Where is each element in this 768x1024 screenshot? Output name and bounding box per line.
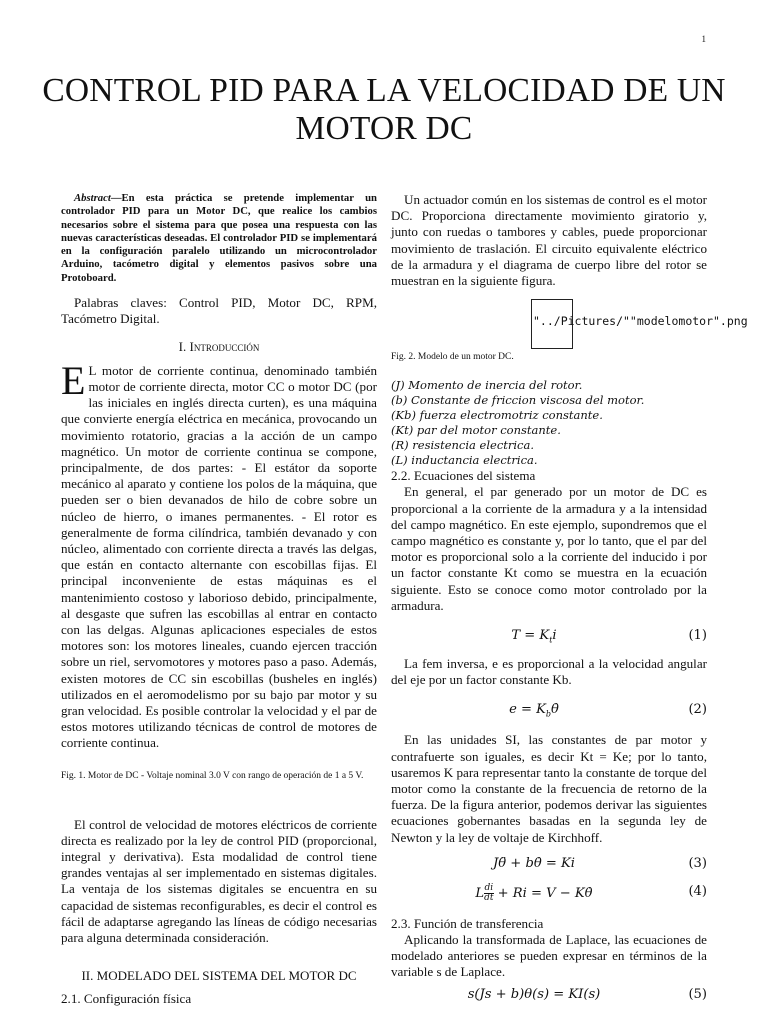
eq4-lhs: L: [475, 885, 485, 901]
equation-3: [391, 856, 707, 878]
fraction: [484, 884, 493, 903]
paragraph-si: En las unidades SI, las constantes de par motor y contrafuerte son iguales, es decir Kt = Ke; por lo tanto, usaremos K para representar tanto la constante de torque del motor como la constante de la frecuencia de retorno de la fuerza. De la figura anterior, podemos derivar las siguientes ecuaciones gobernantes basadas en la segunda ley de Newton y la ley de voltaje de Kirchhoff.: [391, 732, 707, 845]
list-item: (Kb) fuerza electromotriz constante.: [391, 408, 603, 423]
section-number: II.: [81, 968, 94, 984]
parameter-list: [391, 378, 707, 468]
paragraph-2-3: Aplicando la transformada de Laplace, las ecuaciones de modelado anteriores se pueden expresar en términos de la variable s de Laplace.: [391, 932, 707, 980]
paragraph-2-2: En general, el par generado por un motor de DC es proporcional a la corriente de la armadura y a la intensidad del campo magnético. En este ejemplo, supondremos que el campo magnético es constante y, por lo tanto, que el par del motor es proporcional solo a la corriente del inducido i por un factor constante Kt como se muestra en la ecuación siguiente. Esto se conoce como motor controlado por la armadura.: [391, 484, 707, 613]
right-column: [391, 192, 748, 1015]
equation-expr: Jθ̈ + bθ̇ = Ki: [493, 855, 575, 871]
keywords: Palabras claves: Control PID, Motor DC, RPM, Tacómetro Digital.: [61, 295, 377, 327]
section-title: MODELADO DEL SISTEMA DEL MOTOR DC: [96, 968, 357, 984]
control-paragraph: El control de velocidad de motores eléctricos de corriente directa es realizado por la ley de control PID (proporcional, integral y derivativa). Esta modalidad de control tiene grandes ventajas al ser implementado en sistemas digitales. La ventaja de los sistemas digitales se encuentra en su capacidad de sistemas reconfigurables, es decir el control es fácil de adaptarse agregando las líneas de código necesarias para alguna determinada consideración.: [61, 816, 377, 945]
page-number: 1: [701, 34, 706, 44]
subsection-2-2: 2.2. Ecuaciones del sistema: [391, 468, 536, 484]
section-number: I.: [178, 339, 187, 355]
intro-text: L motor de corriente continua, denominado también motor de corriente directa, motor CC o motor DC (por las iniciales en inglés directa curten), es una máquina que convierte energía eléctrica en mecánica, provocando un movimiento rotatorio, gracias a la acción de un campo magnético. Un motor de corriente continua se compone, principalmente, de dos partes: - El estátor da soporte mecánico al aparato y contiene los polos de la máquina, que pueden ser o bien devanados de hilo de cobre sobre un núcleo de hierro, o imanes permanentes. - El rotor es generalmente de forma cilíndrica, también devanado y con núcleo, alimentado con corriente directa a través las delgas, que están en contacto alternante con escobillas fijas. El principal inconveniente de estas máquinas es el mantenimiento costoso y laborioso debido, principalmente, al desgaste que sufren las escobillas al entrar en contacto con las delgas. Algunas aplicaciones especiales de estos motores son: los motores lineales, cuando ejercen tracción sobre un riel, servomotores y motores paso a paso. Además, existen motores de CC sin escobillas (busheles en inglés) utilizados en el aeromodelismo por su bajo par motor y su gran velocidad. Es posible controlar la velocidad y el par de estos motores utilizando técnicas de control de motores de corriente continua.: [61, 362, 377, 751]
list-item: (Kt) par del motor constante.: [391, 423, 561, 438]
abstract-label: Abstract: [74, 192, 111, 204]
right-intro-paragraph: Un actuador común en los sistemas de control es el motor DC. Proporciona directamente movimiento giratorio y, junto con ruedas o tambores y cables, puede proporcionar movimiento de traslación. El circuito equivalente eléctrico de la armadura y el diagrama de cuerpo libre del rotor se muestran en la siguiente figura.: [391, 192, 707, 289]
equation-5: [391, 987, 707, 1009]
figure-2: [391, 289, 748, 351]
equation-number: (2): [688, 702, 707, 718]
fig2-caption: Fig. 2. Modelo de un motor DC.: [391, 352, 514, 363]
list-item: (J) Momento de inercia del rotor.: [391, 378, 583, 393]
list-item: (b) Constante de friccion viscosa del motor.: [391, 393, 645, 408]
paragraph-fem: La fem inversa, e es proporcional a la velocidad angular del eje por un factor constante Kb.: [391, 656, 707, 688]
fraction-denominator: dt: [484, 892, 494, 903]
equation-expr: [391, 884, 677, 903]
equation-number: (4): [688, 883, 707, 899]
figure-missing-path: "../Pictures/""modelomotor".png: [533, 314, 748, 329]
equation-number: (1): [688, 628, 707, 644]
fraction-numerator: di: [484, 882, 494, 893]
equation-2: [391, 702, 707, 724]
equation-expr: $T = K_ti$: [511, 628, 557, 645]
drop-cap: E: [61, 357, 86, 403]
fig1-caption: Fig. 1. Motor de DC - Voltaje nominal 3.0 V con rango de operación de 1 a 5 V.: [61, 770, 364, 781]
equation-number: (3): [688, 855, 707, 871]
subsection-2-3: 2.3. Función de transferencia: [391, 915, 544, 931]
equation-expr: $e = K_b\thetȧ$: [509, 702, 559, 720]
intro-paragraph: [61, 357, 377, 752]
equation-4: [391, 884, 707, 910]
eq4-rhs: + Ri = V − Kθ̇: [497, 885, 593, 901]
left-column: [61, 192, 377, 1008]
section-heading-1: [61, 339, 377, 355]
abstract-text: —En esta práctica se pretende implementar un controlador PID para un Motor DC, que realice los cambios necesarios sobre el sistema para que posea una respuesta con las nuevas características deseadas. El controlador PID se implementará en la configuración paralelo utilizando un microcontrolador Arduino, tacómetro digital y elementos pasivos sobre una Protoboard.: [61, 192, 377, 284]
subsection-2-1: 2.1. Configuración física: [61, 991, 192, 1007]
equation-expr: s(Js + b)θ(s) = KI(s): [467, 986, 601, 1002]
list-item: (L) inductancia electrica.: [391, 453, 538, 468]
equation-number: (5): [688, 986, 707, 1002]
paper-title: CONTROL PID PARA LA VELOCIDAD DE UN MOTOR DC: [42, 72, 726, 147]
equation-1: [391, 628, 707, 650]
section-heading-2: [61, 968, 377, 984]
list-item: (R) resistencia electrica.: [391, 438, 535, 453]
abstract: [61, 192, 377, 285]
section-title: Introducción: [189, 339, 260, 355]
